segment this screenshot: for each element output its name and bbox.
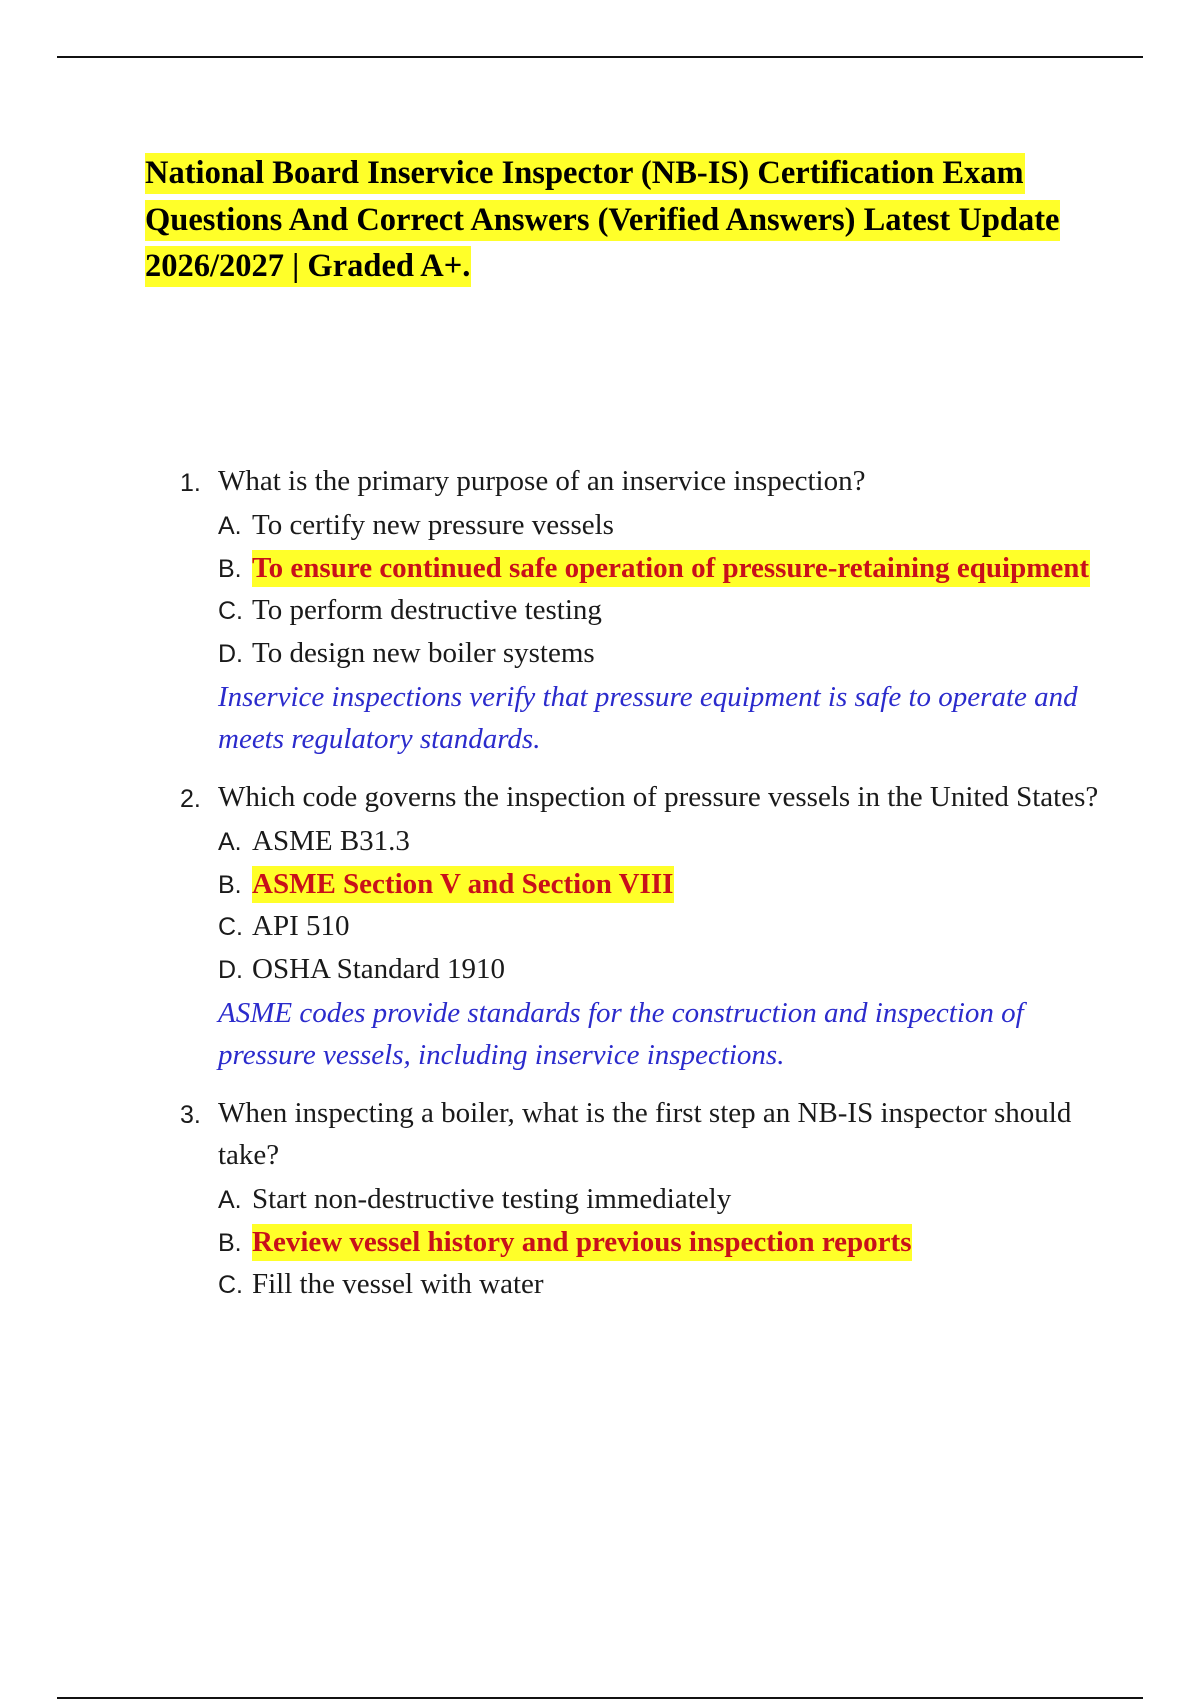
option-c bbox=[218, 905, 1100, 948]
option-b-correct bbox=[218, 1221, 1100, 1264]
option-c bbox=[218, 1263, 1100, 1306]
option-b-correct bbox=[218, 547, 1100, 590]
question-text: Which code governs the inspection of pressure vessels in the United States? bbox=[218, 781, 1099, 813]
document-title-text: National Board Inservice Inspector (NB-IS) Certification Exam Questions And Correct Answers (Verified Answers) Latest Update 2026/2027 | Graded A+. bbox=[145, 153, 1060, 287]
option-a bbox=[218, 504, 1100, 547]
option-letter: A. bbox=[218, 1186, 242, 1214]
document-title bbox=[145, 150, 1085, 290]
option-letter: B. bbox=[218, 870, 242, 899]
option-letter: A. bbox=[218, 828, 242, 856]
answer-options bbox=[218, 1178, 1100, 1306]
option-letter: C. bbox=[218, 597, 243, 625]
option-a bbox=[218, 1178, 1100, 1221]
answer-explanation: ASME codes provide standards for the construction and inspection of pressure vessels, including inservice inspections. bbox=[218, 997, 1024, 1071]
option-text: Fill the vessel with water bbox=[252, 1268, 544, 1300]
option-letter: D. bbox=[218, 639, 243, 668]
question-text: When inspecting a boiler, what is the first step an NB-IS inspector should take? bbox=[218, 1097, 1072, 1171]
question-3 bbox=[180, 1092, 1100, 1306]
question-number: 3. bbox=[180, 1101, 201, 1129]
option-text: To design new boiler systems bbox=[252, 636, 595, 669]
option-text: Start non-destructive testing immediately bbox=[252, 1183, 732, 1215]
option-letter: B. bbox=[218, 554, 242, 583]
option-text: To perform destructive testing bbox=[252, 594, 602, 626]
option-d bbox=[218, 632, 1100, 675]
option-text: To certify new pressure vessels bbox=[252, 509, 614, 541]
option-a bbox=[218, 820, 1100, 863]
option-letter: C. bbox=[218, 913, 243, 941]
question-number: 1. bbox=[180, 469, 201, 497]
correct-answer-text: To ensure continued safe operation of pressure-retaining equipment bbox=[252, 550, 1090, 587]
question-2 bbox=[180, 776, 1100, 1076]
option-d bbox=[218, 948, 1100, 991]
option-letter: D. bbox=[218, 955, 243, 984]
page-top-rule bbox=[57, 56, 1143, 58]
option-text: OSHA Standard 1910 bbox=[252, 952, 505, 985]
question-number: 2. bbox=[180, 785, 201, 813]
question-1 bbox=[180, 460, 1100, 760]
option-text: ASME B31.3 bbox=[252, 825, 410, 857]
question-text: What is the primary purpose of an inservice inspection? bbox=[218, 465, 866, 497]
answer-options bbox=[218, 820, 1100, 990]
page-bottom-rule bbox=[57, 1697, 1143, 1699]
correct-answer-text: Review vessel history and previous inspection reports bbox=[252, 1224, 912, 1261]
option-c bbox=[218, 589, 1100, 632]
option-letter: A. bbox=[218, 512, 242, 540]
option-letter: B. bbox=[218, 1228, 242, 1257]
option-letter: C. bbox=[218, 1271, 243, 1299]
correct-answer-text: ASME Section V and Section VIII bbox=[252, 866, 674, 903]
option-b-correct bbox=[218, 863, 1100, 906]
option-text: API 510 bbox=[252, 910, 350, 942]
answer-explanation: Inservice inspections verify that pressure equipment is safe to operate and meets regulatory standards. bbox=[218, 681, 1078, 755]
answer-options bbox=[218, 504, 1100, 674]
question-list bbox=[180, 460, 1100, 1306]
